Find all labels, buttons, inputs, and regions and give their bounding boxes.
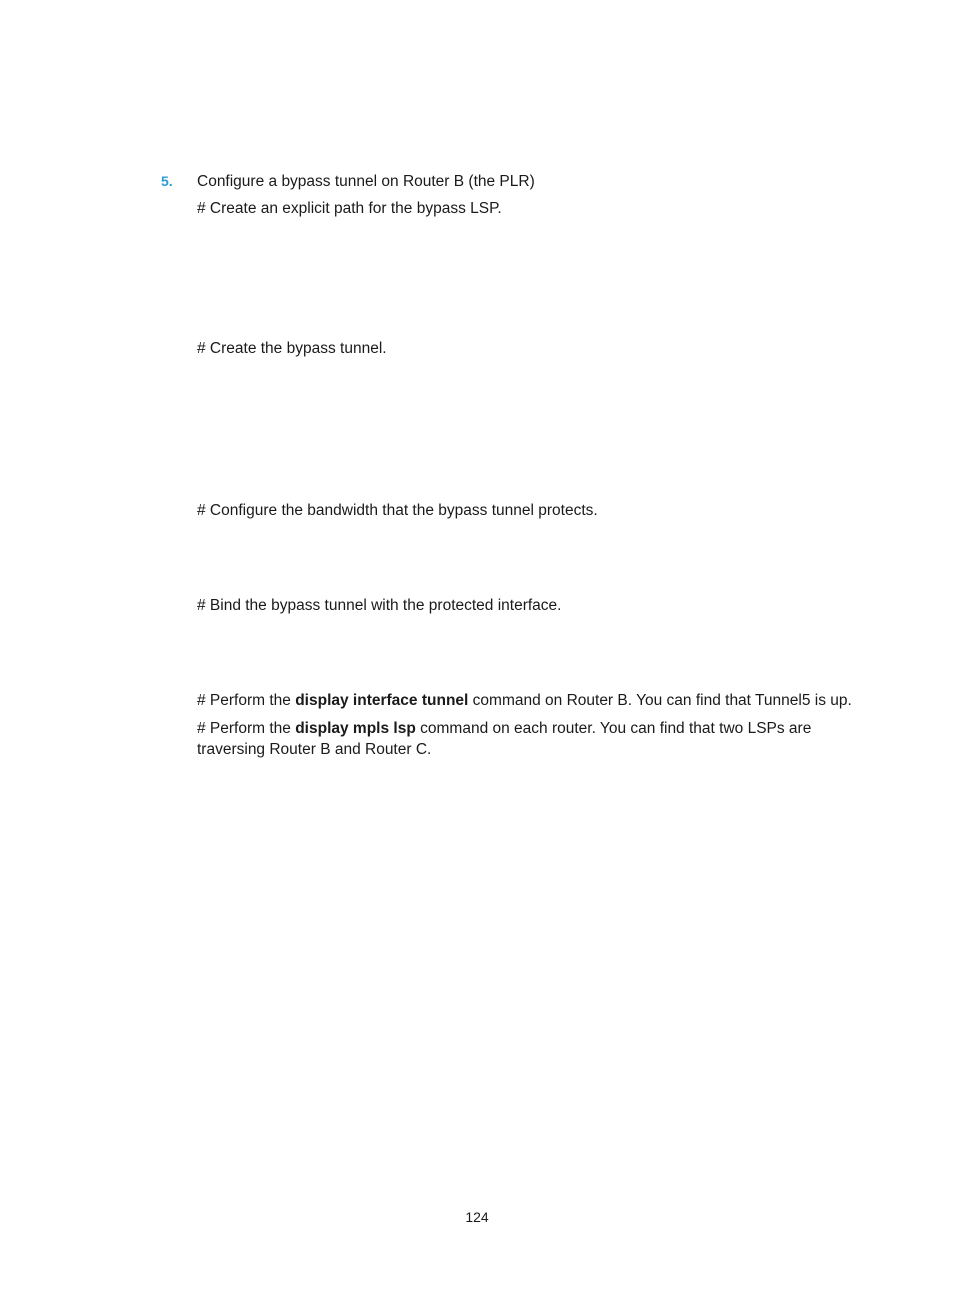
instruction-display-mpls-lsp bbox=[197, 718, 877, 760]
instruction-create-explicit-path: # Create an explicit path for the bypass LSP. bbox=[197, 200, 502, 217]
page-number: 124 bbox=[465, 1209, 489, 1225]
instruction-create-bypass-tunnel: # Create the bypass tunnel. bbox=[197, 340, 387, 357]
step-number: 5. bbox=[161, 173, 173, 189]
text-segment: command on Router B. You can find that Tunnel5 is up. bbox=[468, 692, 852, 709]
command-display-mpls-lsp: display mpls lsp bbox=[295, 720, 416, 737]
step-title: Configure a bypass tunnel on Router B (the PLR) bbox=[197, 173, 535, 190]
text-segment: # Perform the bbox=[197, 720, 296, 737]
instruction-display-interface-tunnel bbox=[197, 690, 877, 711]
instruction-bind-bypass-tunnel: # Bind the bypass tunnel with the protected interface. bbox=[197, 597, 562, 614]
command-display-interface-tunnel: display interface tunnel bbox=[295, 692, 469, 709]
instruction-configure-bandwidth: # Configure the bandwidth that the bypass tunnel protects. bbox=[197, 502, 598, 519]
text-segment: command on each router. You can find that two LSPs are traversing Router B and Router C. bbox=[197, 720, 812, 758]
text-segment: # Perform the bbox=[197, 692, 296, 709]
